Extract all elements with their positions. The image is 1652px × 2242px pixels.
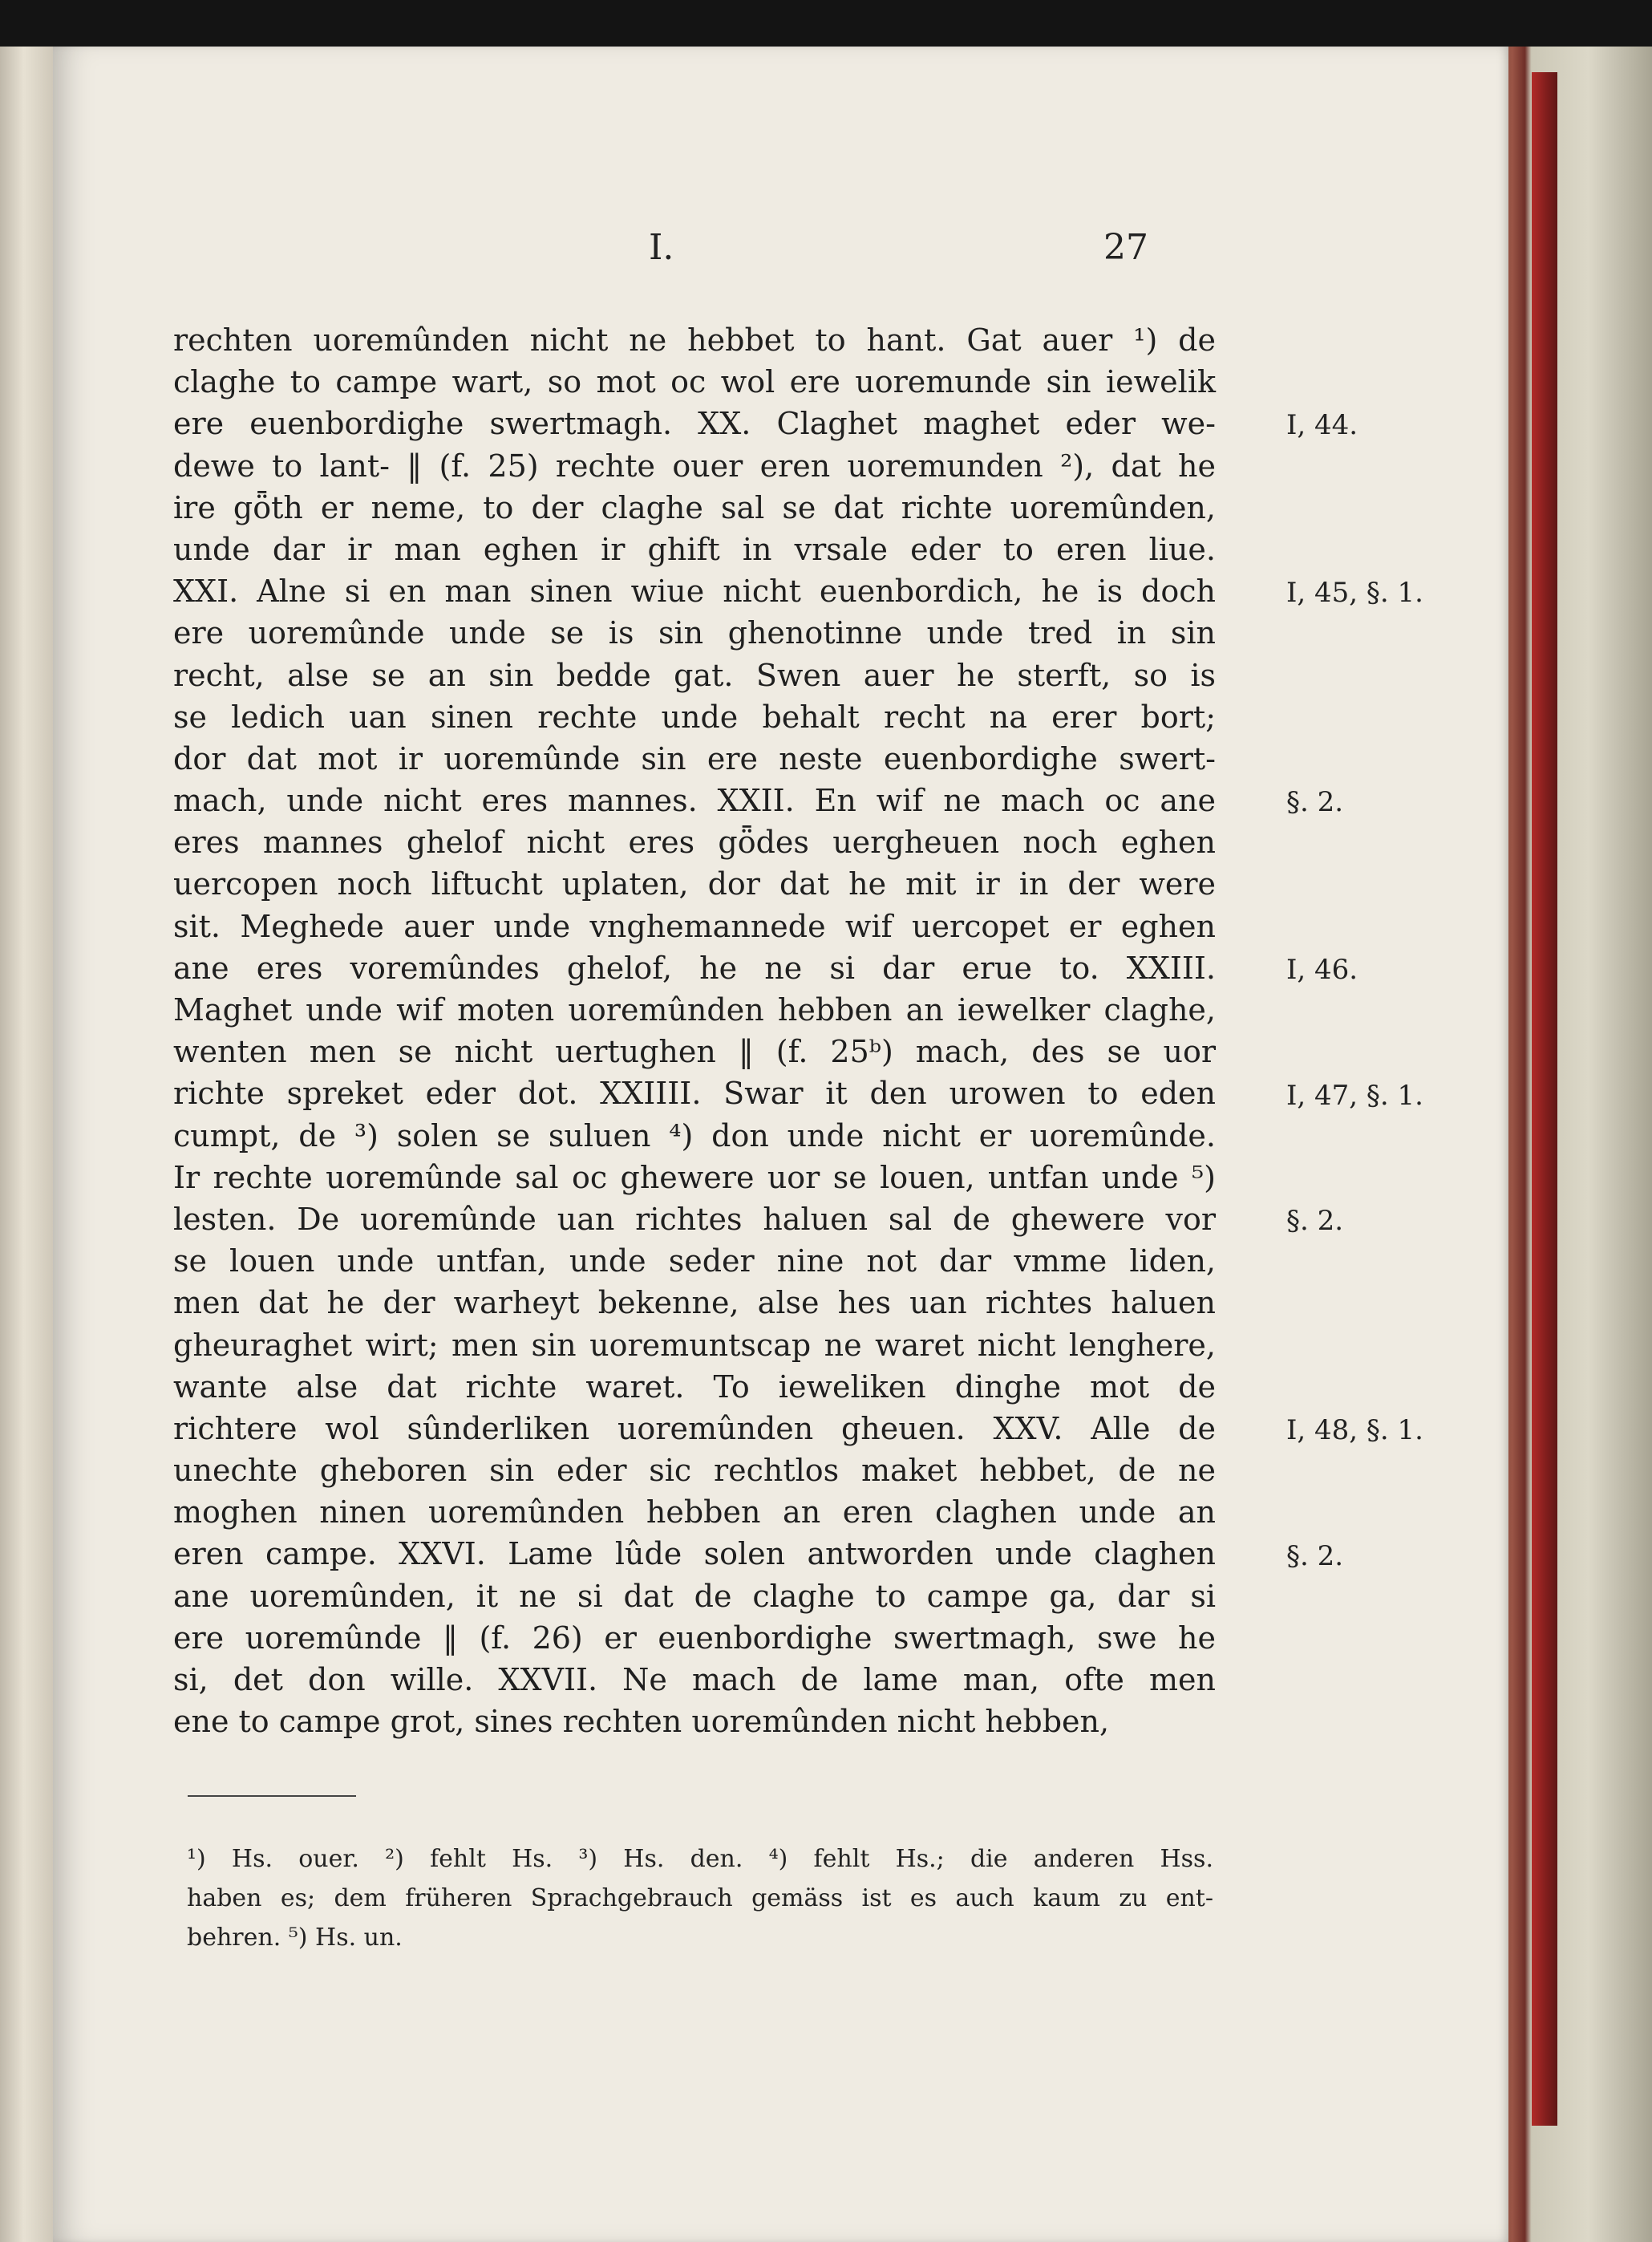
page-number: 27 — [1103, 227, 1148, 268]
text-line: mach, unde nicht eres mannes. XXII. En wif ne mach oc ane — [173, 783, 1216, 819]
text-line: ere uoremûnde ‖ (f. 26) er euenbordighe swertmagh, swe he — [173, 1620, 1216, 1656]
text-line: wante alse dat richte waret. To ieweliken dinghe mot de — [173, 1368, 1216, 1405]
text-line: se ledich uan sinen rechte unde behalt recht na erer bort; — [173, 699, 1216, 735]
text-line: ene to campe grot, sines rechten uoremûnden nicht hebben, — [173, 1704, 1110, 1740]
text-line: men dat he der warheyt bekenne, alse hes uan richtes haluen — [173, 1285, 1216, 1321]
book-page — [53, 47, 1508, 2242]
text-line: uercopen noch liftucht uplaten, dor dat he mit ir in der were — [173, 866, 1216, 902]
text-line: ire gȫth er neme, to der claghe sal se dat richte uoremûnden, — [173, 489, 1216, 525]
text-line: cumpt, de ³) solen se suluen ⁴) don unde nicht er uoremûnde. — [173, 1117, 1216, 1153]
text-line: recht, alse se an sin bedde gat. Swen auer he sterft, so is — [173, 657, 1216, 693]
margin-reference: I, 45, §. 1. — [1286, 577, 1423, 610]
text-line: rechten uoremûnden nicht ne hebbet to hant. Gat auer ¹) de — [173, 322, 1216, 358]
text-line: unechte gheboren sin eder sic rechtlos maket hebbet, de ne — [173, 1453, 1216, 1489]
footnote-rule — [188, 1795, 356, 1797]
margin-reference: §. 2. — [1286, 786, 1344, 819]
margin-reference: I, 46. — [1286, 954, 1358, 986]
footnote-line: haben es; dem früheren Sprachgebrauch gemäss ist es auch kaum zu ent- — [187, 1884, 1213, 1912]
text-line: claghe to campe wart, so mot oc wol ere uoremunde sin iewelik — [173, 364, 1216, 400]
book-cover-edge — [1493, 47, 1652, 2242]
text-line: Ir rechte uoremûnde sal oc ghewere uor se louen, untfan unde ⁵) — [173, 1159, 1216, 1195]
running-header — [53, 227, 1508, 275]
margin-reference: §. 2. — [1286, 1205, 1344, 1238]
text-line: lesten. De uoremûnde uan richtes haluen sal de ghewere vor — [173, 1201, 1216, 1237]
text-line: si, det don wille. XXVII. Ne mach de lame man, ofte men — [173, 1662, 1216, 1697]
text-line: dor dat mot ir uoremûnde sin ere neste euenbordighe swert- — [173, 740, 1216, 776]
text-line: sit. Meghede auer unde vnghemannede wif uercopet er eghen — [173, 908, 1216, 944]
page-edge-red-trim — [1532, 72, 1557, 2126]
margin-reference: §. 2. — [1286, 1539, 1344, 1572]
text-line: unde dar ir man eghen ir ghift in vrsale eder to eren liue. — [173, 531, 1216, 567]
text-line: XXI. Alne si en man sinen wiue nicht euenbordich, he is doch — [173, 574, 1216, 610]
text-line: ere uoremûnde unde se is sin ghenotinne unde tred in sin — [173, 615, 1216, 651]
text-line: ere euenbordighe swertmagh. XX. Claghet maghet eder we- — [173, 406, 1216, 442]
margin-reference: I, 48, §. 1. — [1286, 1414, 1423, 1447]
text-line: se louen unde untfan, unde seder nine not dar vmme liden, — [173, 1243, 1216, 1279]
text-line: gheuraghet wirt; men sin uoremuntscap ne waret nicht lenghere, — [173, 1327, 1216, 1363]
margin-reference: I, 44. — [1286, 409, 1358, 442]
main-text — [173, 319, 1423, 1742]
text-line: Maghet unde wif moten uoremûnden hebben an iewelker claghe, — [173, 992, 1216, 1028]
text-line: richtere wol sûnderliken uoremûnden gheuen. XXV. Alle de — [173, 1410, 1216, 1446]
text-line: dewe to lant- ‖ (f. 25) rechte ouer eren uoremunden ²), dat he — [173, 448, 1216, 484]
section-number: I. — [649, 227, 674, 268]
previous-page-edge — [0, 47, 53, 2242]
text-line: wenten men se nicht uertughen ‖ (f. 25ᵇ) mach, des se uor — [173, 1034, 1216, 1070]
footnotes — [187, 1839, 1213, 1957]
text-line: moghen ninen uoremûnden hebben an eren claghen unde an — [173, 1494, 1216, 1530]
text-line: eren campe. XXVI. Lame lûde solen antworden unde claghen — [173, 1536, 1216, 1572]
footnote-line: behren. ⁵) Hs. un. — [187, 1924, 403, 1952]
text-line: ane eres voremûndes ghelof, he ne si dar erue to. XXIII. — [173, 950, 1216, 986]
text-line: eres mannes ghelof nicht eres gȫdes uergheuen noch eghen — [173, 825, 1216, 861]
margin-reference: I, 47, §. 1. — [1286, 1079, 1423, 1112]
text-line: ane uoremûnden, it ne si dat de claghe to campe ga, dar si — [173, 1578, 1216, 1614]
footnote-line: ¹) Hs. ouer. ²) fehlt Hs. ³) Hs. den. ⁴) fehlt Hs.; die anderen Hss. — [187, 1845, 1213, 1873]
text-line: richte spreket eder dot. XXIIII. Swar it den urowen to eden — [173, 1076, 1216, 1112]
